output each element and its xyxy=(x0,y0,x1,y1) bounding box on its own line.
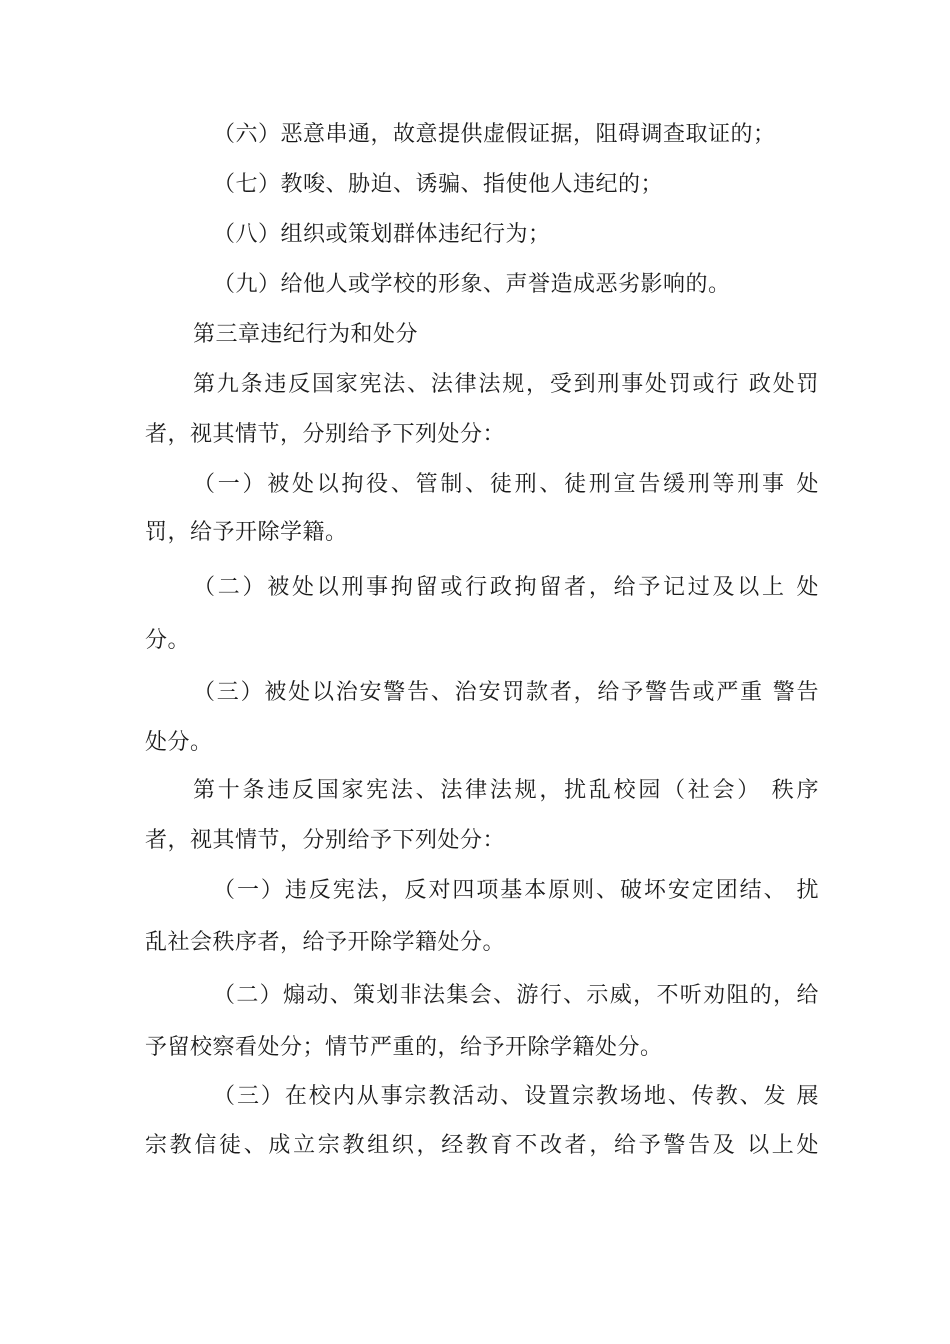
clause-9-line-1: （九）给他人或学校的形象、声誉造成恶劣影响的。 xyxy=(213,272,731,297)
article-9-item-2-line-1: （二）被处以刑事拘留或行政拘留者，给予记过及以上 处 xyxy=(193,575,819,600)
article-10-item-1-line-2: 乱社会秩序者，给予开除学籍处分。 xyxy=(145,930,506,955)
clause-6-line-1: （六）恶意串通，故意提供虚假证据，阻碍调查取证的； xyxy=(213,122,776,147)
article-9-item-1-line-2: 罚，给予开除学籍。 xyxy=(145,520,348,545)
article-10-line-1: 第十条违反国家宪法、法律法规，扰乱校园（社会） 秩序 xyxy=(193,778,819,803)
article-9-line-2: 者，视其情节，分别给予下列处分： xyxy=(145,422,506,447)
article-9-item-2-line-2: 分。 xyxy=(145,628,191,653)
article-9-item-3-line-1: （三）被处以治安警告、治安罚款者，给予警告或严重 警告 xyxy=(193,680,819,705)
article-10-item-3-line-1: （三）在校内从事宗教活动、设置宗教场地、传教、发 展 xyxy=(213,1084,819,1109)
article-10-item-3-line-2: 宗教信徒、成立宗教组织，经教育不改者，给予警告及 以上处 xyxy=(145,1133,819,1158)
article-10-item-2-line-1: （二）煽动、策划非法集会、游行、示威，不听劝阻的，给 xyxy=(213,983,819,1008)
clause-8-line-1: （八）组织或策划群体违纪行为； xyxy=(213,222,551,247)
article-10-item-1-line-1: （一）违反宪法，反对四项基本原则、破坏安定团结、 扰 xyxy=(213,878,819,903)
article-9-line-1: 第九条违反国家宪法、法律法规，受到刑事处罚或行 政处罚 xyxy=(193,372,819,397)
article-10-line-2: 者，视其情节，分别给予下列处分： xyxy=(145,828,506,853)
article-9-item-3-line-2: 处分。 xyxy=(145,730,213,755)
article-9-item-1-line-1: （一）被处以拘役、管制、徒刑、徒刑宣告缓刑等刑事 处 xyxy=(193,472,819,497)
article-10-item-2-line-2: 予留校察看处分；情节严重的，给予开除学籍处分。 xyxy=(145,1035,663,1060)
chapter-heading: 第三章违纪行为和处分 xyxy=(193,322,419,347)
clause-7-line-1: （七）教唆、胁迫、诱骗、指使他人违纪的； xyxy=(213,172,664,197)
